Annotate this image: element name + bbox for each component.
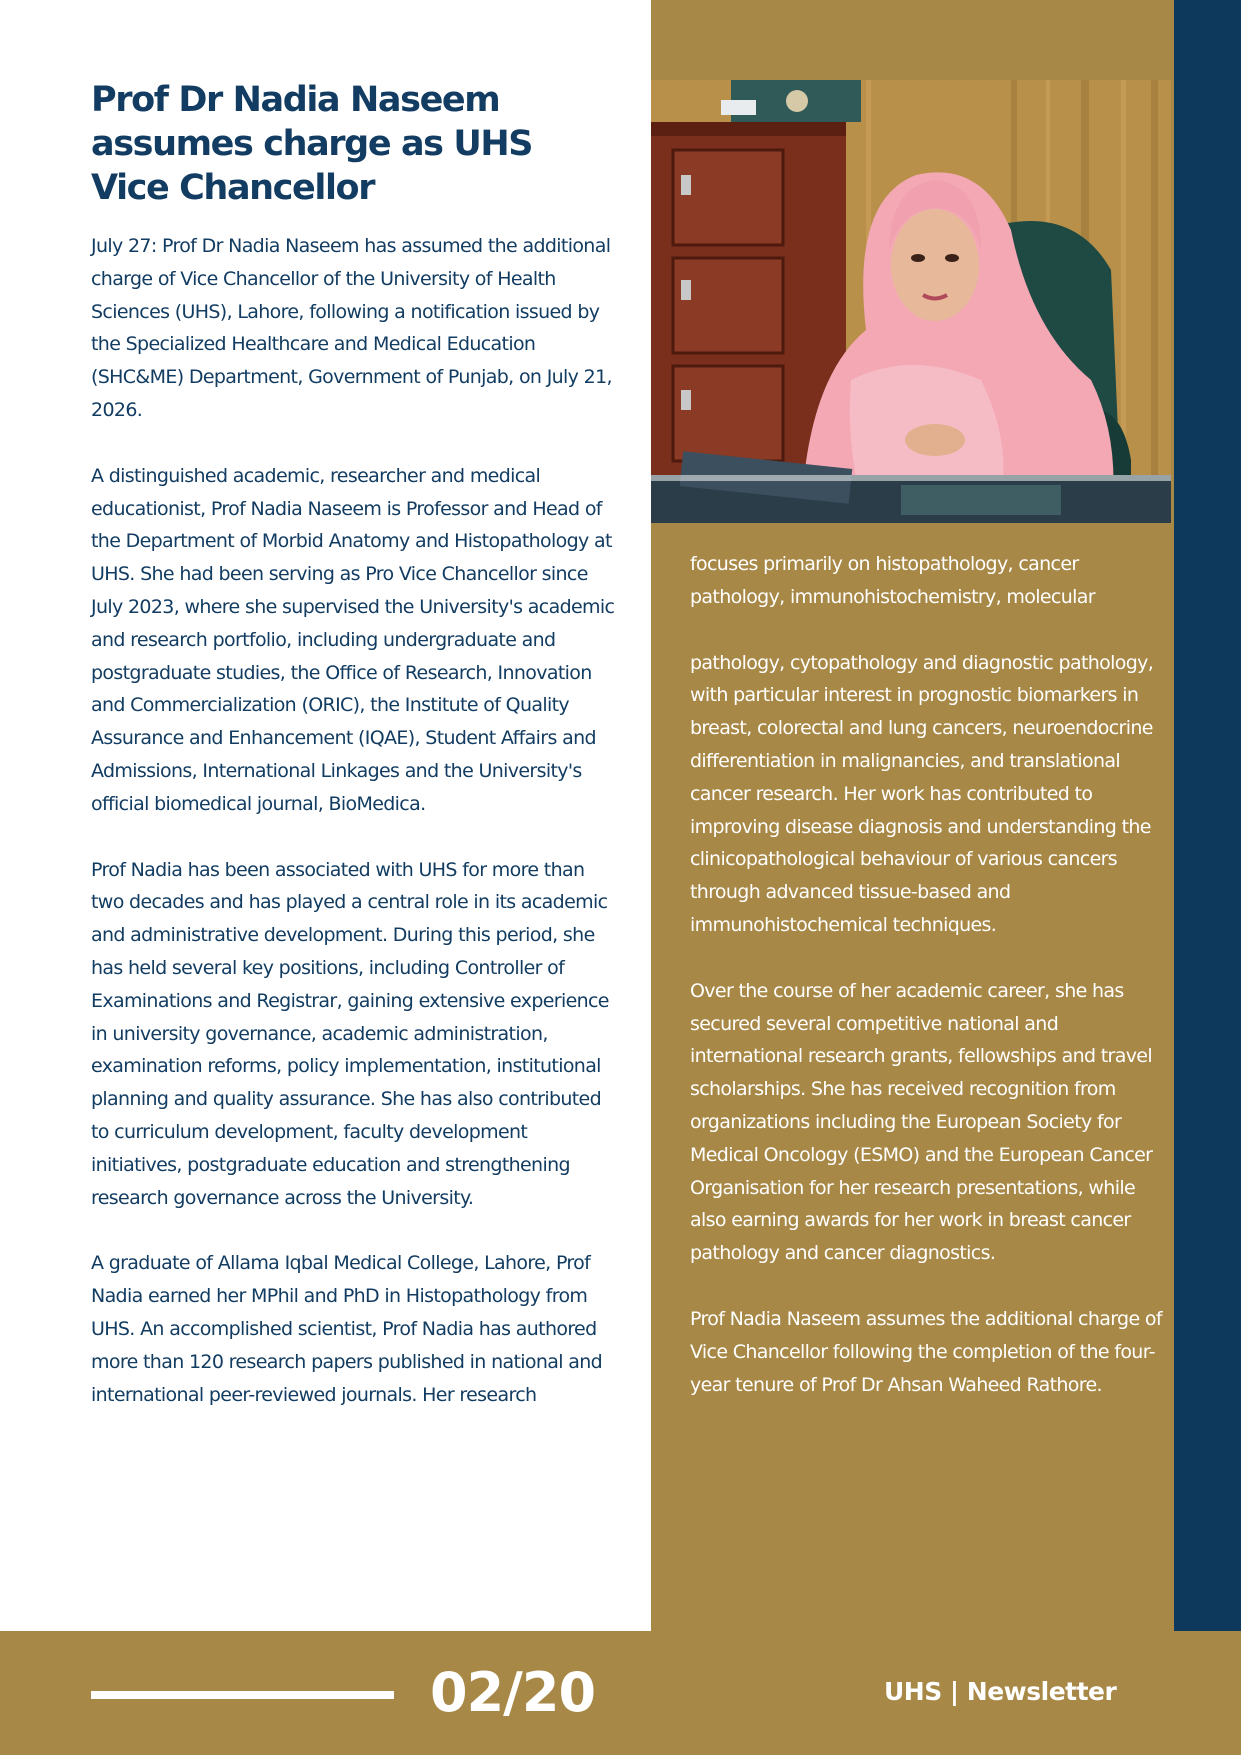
portrait-photo	[651, 80, 1171, 523]
paragraph: focuses primarily on histopathology, cancer pathology, immunohistochemistry, molecular	[690, 553, 1095, 608]
paragraph: pathology, cytopathology and diagnostic pathology, with particular interest in prognostic biomarkers in breast, colorectal and lung cancers, neuroendocrine differentiation in malignancies, and translational cancer research. Her work has contributed to improving disease diagnosis and understanding the clinicopathological behaviour of various cancers through advanced tissue-based and immunohistochemical techniques.	[690, 651, 1154, 936]
newsletter-brand: UHS | Newsletter	[884, 1677, 1117, 1706]
paragraph: July 27: Prof Dr Nadia Naseem has assumed the additional charge of Vice Chancellor of the University of Health Sciences (UHS), Lahore, following a notification issued by the Specialized Healthcare and Medical Education (SHC&ME) Department, Government of Punjab, on July 21, 2026.	[91, 235, 612, 421]
paragraph: Over the course of her academic career, she has secured several competitive national and international research grants, fellowships and travel scholarships. She has received recognition from organizations including the European Society for Medical Oncology (ESMO) and the European Cancer Organisation for her research presentations, while also earning awards for her work in breast cancer pathology and cancer diagnostics.	[690, 979, 1153, 1265]
paragraph: A graduate of Allama Iqbal Medical College, Lahore, Prof Nadia earned her MPhil and PhD in Histopathology from UHS. An accomplished scientist, Prof Nadia has authored more than 120 research papers published in national and international peer-reviewed journals. Her research	[91, 1252, 603, 1406]
article-title: Prof Dr Nadia Naseem assumes charge as UHS Vice Chancellor	[91, 80, 533, 208]
navy-side-bar	[1174, 0, 1241, 1631]
paragraph: A distinguished academic, researcher and medical educationist, Prof Nadia Naseem is Professor and Head of the Department of Morbid Anatomy and Histopathology at UHS. She had been serving as Pro Vice Chancellor since July 2023, where she supervised the University's academic and research portfolio, including undergraduate and postgraduate studies, the Office of Research, Innovation and Commercialization (ORIC), the Institute of Quality Assurance and Enhancement (IQAE), Student Affairs and Admissions, International Linkages and the University's official biomedical journal, BioMedica.	[91, 464, 615, 815]
page-number: 02/20	[430, 1661, 596, 1724]
paragraph: Prof Nadia Naseem assumes the additional charge of Vice Chancellor following the completion of the four-year tenure of Prof Dr Ahsan Waheed Rathore.	[690, 1307, 1162, 1396]
face	[891, 209, 979, 321]
article-right-column	[690, 548, 1165, 1434]
portrait-illustration	[651, 80, 1171, 523]
article-left-column	[91, 230, 621, 1444]
hands	[905, 424, 965, 456]
paragraph: Prof Nadia has been associated with UHS for more than two decades and has played a central role in its academic and administrative development. During this period, she has held several key positions, including Controller of Examinations and Registrar, gaining extensive experience in university governance, academic administration, examination reforms, policy implementation, institutional planning and quality assurance. She has also contributed to curriculum development, faculty development initiatives, postgraduate education and strengthening research governance across the University.	[91, 858, 609, 1209]
footer-divider-line	[91, 1691, 394, 1699]
